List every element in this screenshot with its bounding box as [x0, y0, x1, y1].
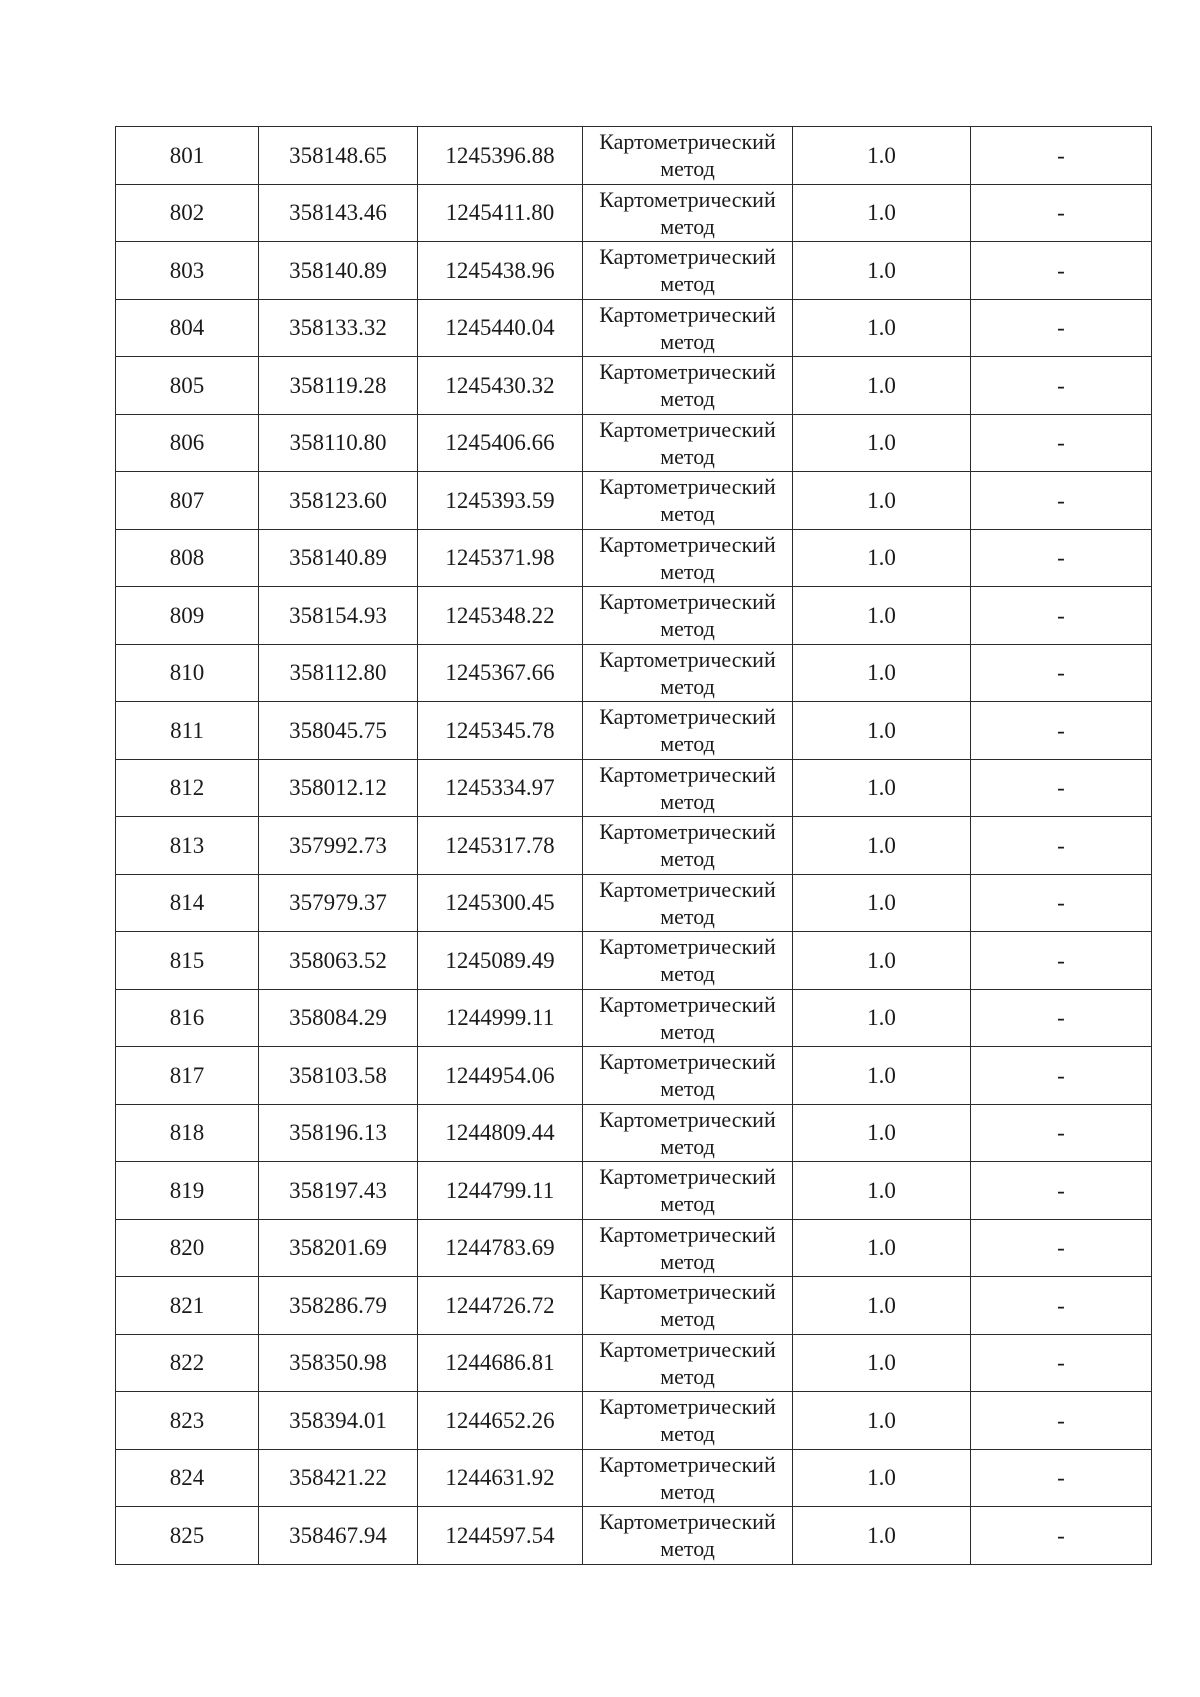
y-coordinate-cell: 1245406.66: [418, 414, 583, 472]
note-cell: -: [971, 1449, 1152, 1507]
accuracy-cell: 1.0: [793, 1334, 971, 1392]
method-line-1: Картометрический: [599, 704, 776, 730]
accuracy-cell: 1.0: [793, 1507, 971, 1565]
method-line-1: Картометрический: [599, 1049, 776, 1075]
accuracy-cell: 1.0: [793, 127, 971, 185]
table-row: [116, 1392, 1152, 1450]
accuracy-cell: 1.0: [793, 242, 971, 300]
y-coordinate-cell: 1245334.97: [418, 759, 583, 817]
method-line-1: Картометрический: [599, 761, 776, 787]
method-line-2: метод: [660, 616, 715, 642]
note-cell: -: [971, 759, 1152, 817]
table-row: [116, 242, 1152, 300]
table-row: [116, 1104, 1152, 1162]
point-number-cell: 820: [116, 1219, 259, 1277]
method-line-1: Картометрический: [599, 1106, 776, 1132]
note-cell: -: [971, 932, 1152, 990]
method-line-1: Картометрический: [599, 1394, 776, 1420]
note-cell: -: [971, 1162, 1152, 1220]
point-number-cell: 806: [116, 414, 259, 472]
method-line-2: метод: [660, 443, 715, 469]
method-line-2: метод: [660, 1076, 715, 1102]
point-number-cell: 805: [116, 357, 259, 415]
method-cell: [583, 1449, 793, 1507]
accuracy-cell: 1.0: [793, 1392, 971, 1450]
note-cell: -: [971, 644, 1152, 702]
method-line-1: Картометрический: [599, 1164, 776, 1190]
method-line-1: Картометрический: [599, 934, 776, 960]
point-number-cell: 807: [116, 472, 259, 530]
method-line-1: Картометрический: [599, 991, 776, 1017]
x-coordinate-cell: 358286.79: [259, 1277, 418, 1335]
method-line-1: Картометрический: [599, 1279, 776, 1305]
method-line-2: метод: [660, 846, 715, 872]
y-coordinate-cell: 1245440.04: [418, 299, 583, 357]
method-line-2: метод: [660, 1421, 715, 1447]
y-coordinate-cell: 1245300.45: [418, 874, 583, 932]
x-coordinate-cell: 358045.75: [259, 702, 418, 760]
accuracy-cell: 1.0: [793, 932, 971, 990]
point-number-cell: 813: [116, 817, 259, 875]
accuracy-cell: 1.0: [793, 1277, 971, 1335]
point-number-cell: 808: [116, 529, 259, 587]
x-coordinate-cell: 357992.73: [259, 817, 418, 875]
table-row: [116, 1047, 1152, 1105]
y-coordinate-cell: 1244999.11: [418, 989, 583, 1047]
point-number-cell: 819: [116, 1162, 259, 1220]
accuracy-cell: 1.0: [793, 817, 971, 875]
table-row: [116, 874, 1152, 932]
point-number-cell: 811: [116, 702, 259, 760]
method-line-1: Картометрический: [599, 589, 776, 615]
point-number-cell: 814: [116, 874, 259, 932]
y-coordinate-cell: 1245371.98: [418, 529, 583, 587]
y-coordinate-cell: 1245317.78: [418, 817, 583, 875]
method-line-2: метод: [660, 213, 715, 239]
point-number-cell: 816: [116, 989, 259, 1047]
method-line-1: Картометрический: [599, 1221, 776, 1247]
note-cell: -: [971, 1104, 1152, 1162]
x-coordinate-cell: 358421.22: [259, 1449, 418, 1507]
table-row: [116, 1449, 1152, 1507]
method-line-2: метод: [660, 501, 715, 527]
point-number-cell: 815: [116, 932, 259, 990]
method-cell: [583, 529, 793, 587]
method-line-1: Картометрический: [599, 819, 776, 845]
note-cell: -: [971, 127, 1152, 185]
point-number-cell: 823: [116, 1392, 259, 1450]
x-coordinate-cell: 358012.12: [259, 759, 418, 817]
note-cell: -: [971, 817, 1152, 875]
x-coordinate-cell: 358119.28: [259, 357, 418, 415]
method-cell: [583, 759, 793, 817]
method-cell: [583, 1104, 793, 1162]
y-coordinate-cell: 1244686.81: [418, 1334, 583, 1392]
method-line-1: Картометрический: [599, 474, 776, 500]
method-line-2: метод: [660, 156, 715, 182]
coordinates-table: [115, 126, 1152, 1565]
method-line-2: метод: [660, 903, 715, 929]
note-cell: -: [971, 587, 1152, 645]
point-number-cell: 818: [116, 1104, 259, 1162]
x-coordinate-cell: 358196.13: [259, 1104, 418, 1162]
method-line-1: Картометрический: [599, 244, 776, 270]
accuracy-cell: 1.0: [793, 414, 971, 472]
y-coordinate-cell: 1245411.80: [418, 184, 583, 242]
x-coordinate-cell: 358201.69: [259, 1219, 418, 1277]
method-line-2: метод: [660, 1133, 715, 1159]
table-row: [116, 472, 1152, 530]
method-line-2: метод: [660, 1248, 715, 1274]
y-coordinate-cell: 1244783.69: [418, 1219, 583, 1277]
note-cell: -: [971, 1277, 1152, 1335]
note-cell: -: [971, 1047, 1152, 1105]
method-line-1: Картометрический: [599, 186, 776, 212]
note-cell: -: [971, 357, 1152, 415]
x-coordinate-cell: 358140.89: [259, 242, 418, 300]
note-cell: -: [971, 702, 1152, 760]
note-cell: -: [971, 1392, 1152, 1450]
accuracy-cell: 1.0: [793, 759, 971, 817]
method-line-2: метод: [660, 788, 715, 814]
method-cell: [583, 1219, 793, 1277]
table-row: [116, 1162, 1152, 1220]
point-number-cell: 821: [116, 1277, 259, 1335]
table-row: [116, 299, 1152, 357]
point-number-cell: 809: [116, 587, 259, 645]
method-line-2: метод: [660, 386, 715, 412]
method-line-2: метод: [660, 731, 715, 757]
x-coordinate-cell: 358154.93: [259, 587, 418, 645]
method-line-2: метод: [660, 1478, 715, 1504]
method-cell: [583, 702, 793, 760]
x-coordinate-cell: 358350.98: [259, 1334, 418, 1392]
method-line-1: Картометрический: [599, 416, 776, 442]
method-cell: [583, 1047, 793, 1105]
method-cell: [583, 1277, 793, 1335]
note-cell: -: [971, 299, 1152, 357]
x-coordinate-cell: 358123.60: [259, 472, 418, 530]
point-number-cell: 804: [116, 299, 259, 357]
table-row: [116, 1219, 1152, 1277]
point-number-cell: 810: [116, 644, 259, 702]
table-row: [116, 989, 1152, 1047]
method-line-1: Картометрический: [599, 1509, 776, 1535]
x-coordinate-cell: 358133.32: [259, 299, 418, 357]
method-cell: [583, 1392, 793, 1450]
y-coordinate-cell: 1245430.32: [418, 357, 583, 415]
point-number-cell: 822: [116, 1334, 259, 1392]
table-row: [116, 357, 1152, 415]
y-coordinate-cell: 1245367.66: [418, 644, 583, 702]
method-line-2: метод: [660, 1306, 715, 1332]
method-line-2: метод: [660, 271, 715, 297]
note-cell: -: [971, 1507, 1152, 1565]
y-coordinate-cell: 1245393.59: [418, 472, 583, 530]
table-row: [116, 529, 1152, 587]
method-line-1: Картометрический: [599, 1336, 776, 1362]
x-coordinate-cell: 357979.37: [259, 874, 418, 932]
method-line-2: метод: [660, 558, 715, 584]
table-row: [116, 702, 1152, 760]
note-cell: -: [971, 414, 1152, 472]
y-coordinate-cell: 1244809.44: [418, 1104, 583, 1162]
accuracy-cell: 1.0: [793, 472, 971, 530]
accuracy-cell: 1.0: [793, 702, 971, 760]
table-row: [116, 759, 1152, 817]
method-line-1: Картометрический: [599, 1451, 776, 1477]
table-row: [116, 127, 1152, 185]
method-cell: [583, 242, 793, 300]
method-cell: [583, 472, 793, 530]
point-number-cell: 803: [116, 242, 259, 300]
y-coordinate-cell: 1244597.54: [418, 1507, 583, 1565]
point-number-cell: 817: [116, 1047, 259, 1105]
y-coordinate-cell: 1244799.11: [418, 1162, 583, 1220]
y-coordinate-cell: 1245348.22: [418, 587, 583, 645]
accuracy-cell: 1.0: [793, 587, 971, 645]
accuracy-cell: 1.0: [793, 299, 971, 357]
y-coordinate-cell: 1244652.26: [418, 1392, 583, 1450]
x-coordinate-cell: 358084.29: [259, 989, 418, 1047]
x-coordinate-cell: 358467.94: [259, 1507, 418, 1565]
note-cell: -: [971, 184, 1152, 242]
method-line-2: метод: [660, 1191, 715, 1217]
x-coordinate-cell: 358143.46: [259, 184, 418, 242]
method-line-2: метод: [660, 1363, 715, 1389]
point-number-cell: 825: [116, 1507, 259, 1565]
point-number-cell: 812: [116, 759, 259, 817]
table-row: [116, 644, 1152, 702]
y-coordinate-cell: 1244631.92: [418, 1449, 583, 1507]
accuracy-cell: 1.0: [793, 1219, 971, 1277]
note-cell: -: [971, 242, 1152, 300]
method-cell: [583, 932, 793, 990]
x-coordinate-cell: 358148.65: [259, 127, 418, 185]
method-line-2: метод: [660, 1536, 715, 1562]
method-cell: [583, 1162, 793, 1220]
method-cell: [583, 184, 793, 242]
method-cell: [583, 587, 793, 645]
method-line-1: Картометрический: [599, 359, 776, 385]
method-cell: [583, 1507, 793, 1565]
note-cell: -: [971, 1334, 1152, 1392]
x-coordinate-cell: 358103.58: [259, 1047, 418, 1105]
table-row: [116, 184, 1152, 242]
y-coordinate-cell: 1245345.78: [418, 702, 583, 760]
method-line-1: Картометрический: [599, 129, 776, 155]
method-cell: [583, 989, 793, 1047]
y-coordinate-cell: 1244954.06: [418, 1047, 583, 1105]
accuracy-cell: 1.0: [793, 529, 971, 587]
note-cell: -: [971, 472, 1152, 530]
x-coordinate-cell: 358063.52: [259, 932, 418, 990]
table-row: [116, 1334, 1152, 1392]
method-line-2: метод: [660, 961, 715, 987]
method-line-1: Картометрический: [599, 646, 776, 672]
point-number-cell: 801: [116, 127, 259, 185]
method-cell: [583, 414, 793, 472]
method-cell: [583, 874, 793, 932]
accuracy-cell: 1.0: [793, 184, 971, 242]
method-cell: [583, 817, 793, 875]
table-row: [116, 817, 1152, 875]
method-line-2: метод: [660, 673, 715, 699]
note-cell: -: [971, 989, 1152, 1047]
accuracy-cell: 1.0: [793, 989, 971, 1047]
method-line-1: Картометрический: [599, 531, 776, 557]
point-number-cell: 802: [116, 184, 259, 242]
coordinates-table-body: [116, 127, 1152, 1565]
accuracy-cell: 1.0: [793, 1162, 971, 1220]
x-coordinate-cell: 358112.80: [259, 644, 418, 702]
accuracy-cell: 1.0: [793, 357, 971, 415]
point-number-cell: 824: [116, 1449, 259, 1507]
method-cell: [583, 127, 793, 185]
table-row: [116, 932, 1152, 990]
table-row: [116, 1277, 1152, 1335]
accuracy-cell: 1.0: [793, 644, 971, 702]
note-cell: -: [971, 1219, 1152, 1277]
note-cell: -: [971, 874, 1152, 932]
method-line-2: метод: [660, 328, 715, 354]
accuracy-cell: 1.0: [793, 1047, 971, 1105]
x-coordinate-cell: 358197.43: [259, 1162, 418, 1220]
method-cell: [583, 1334, 793, 1392]
method-line-1: Картометрический: [599, 301, 776, 327]
method-cell: [583, 644, 793, 702]
x-coordinate-cell: 358140.89: [259, 529, 418, 587]
method-cell: [583, 299, 793, 357]
table-row: [116, 414, 1152, 472]
x-coordinate-cell: 358110.80: [259, 414, 418, 472]
y-coordinate-cell: 1244726.72: [418, 1277, 583, 1335]
table-row: [116, 1507, 1152, 1565]
note-cell: -: [971, 529, 1152, 587]
y-coordinate-cell: 1245089.49: [418, 932, 583, 990]
accuracy-cell: 1.0: [793, 1449, 971, 1507]
accuracy-cell: 1.0: [793, 874, 971, 932]
method-cell: [583, 357, 793, 415]
method-line-2: метод: [660, 1018, 715, 1044]
y-coordinate-cell: 1245396.88: [418, 127, 583, 185]
accuracy-cell: 1.0: [793, 1104, 971, 1162]
method-line-1: Картометрический: [599, 876, 776, 902]
table-row: [116, 587, 1152, 645]
y-coordinate-cell: 1245438.96: [418, 242, 583, 300]
x-coordinate-cell: 358394.01: [259, 1392, 418, 1450]
